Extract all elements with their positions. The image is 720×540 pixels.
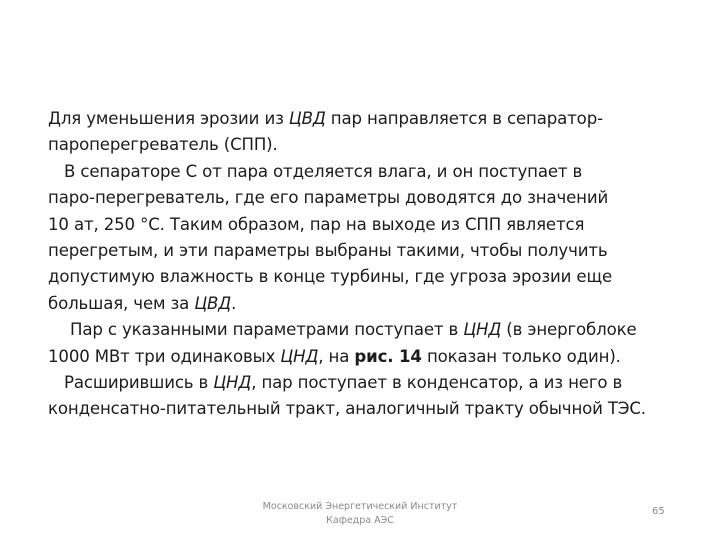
text-run: , на <box>318 346 355 366</box>
text-run: Для уменьшения эрозии из <box>48 109 289 128</box>
text-run: показан только один). <box>421 346 621 366</box>
text-line <box>48 264 698 290</box>
text-line <box>48 317 698 343</box>
text-line <box>48 291 698 317</box>
text-line <box>48 132 698 158</box>
abbreviation-term: ЦНД <box>463 320 502 340</box>
text-run: (в энергоблоке <box>501 320 637 340</box>
text-line <box>48 370 698 396</box>
abbreviation-term: ЦВД <box>288 109 326 128</box>
text-run: 10 ат, 250 °С. Таким образом, пар на выходе из СПП является <box>48 214 585 234</box>
text-line <box>48 185 698 211</box>
text-line <box>48 159 698 185</box>
footer <box>240 500 480 528</box>
text-line <box>48 344 698 370</box>
text-run: . <box>231 293 237 313</box>
text-line <box>48 212 698 238</box>
text-run: Пар с указанными параметрами поступает в <box>70 320 464 340</box>
abbreviation-term: ЦВД <box>194 293 232 313</box>
text-line <box>48 238 698 264</box>
text-run: паро-перегреватель, где его параметры доводятся до значений <box>48 188 609 208</box>
footer-department: Кафедра АЭС <box>326 515 394 526</box>
abbreviation-term: ЦНД <box>280 346 319 366</box>
text-run: перегретым, и эти параметры выбраны такими, чтобы получить <box>48 241 608 261</box>
text-run: 1000 МВт три одинаковых <box>48 346 281 366</box>
text-line <box>48 396 698 422</box>
slide-body-text <box>48 106 698 423</box>
text-run: конденсатно-питательный тракт, аналогичный тракту обычной ТЭС. <box>48 399 646 419</box>
abbreviation-term: ЦНД <box>213 373 252 393</box>
text-run: пароперегреватель (СПП). <box>48 135 278 155</box>
text-run: допустимую влажность в конце турбины, где угроза эрозии еще <box>48 267 613 287</box>
text-run: В сепараторе С от пара отделяется влага, и он поступает в <box>64 161 583 181</box>
text-line <box>48 106 698 132</box>
figure-reference: рис. 14 <box>354 346 422 366</box>
text-run: Расширившись в <box>64 373 214 393</box>
footer-institute: Московский Энергетический Институт <box>262 501 458 512</box>
text-run: , пар поступает в конденсатор, а из него в <box>251 373 623 393</box>
text-run: пар направляется в сепаратор- <box>325 109 603 128</box>
text-run: большая, чем за <box>48 293 195 313</box>
page-number: 65 <box>652 506 665 517</box>
